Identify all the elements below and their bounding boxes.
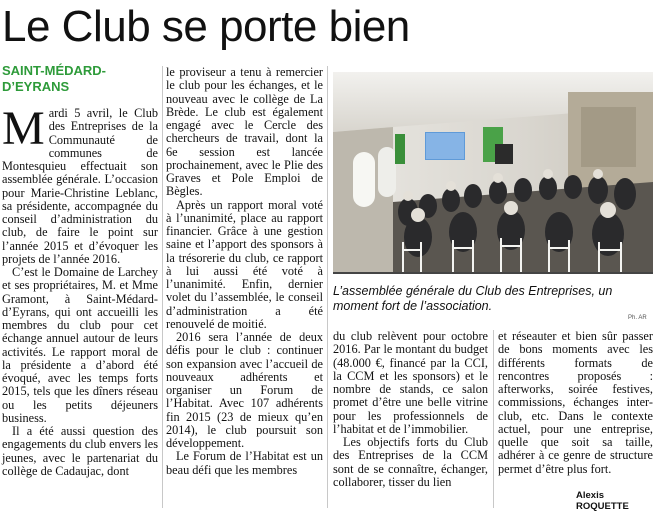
column-divider — [493, 330, 494, 508]
column-divider — [162, 66, 163, 508]
paragraph-6: 2016 sera l’année de deux défis pour le club : continuer son expansion avec l’accueil de nouveaux adhérents et organiser un Forum de l’Habitat. Avec 107 adhérents fin 2015 (23 de mieux qu’en 2014), le club poursuit son développement. — [166, 330, 323, 450]
assembly-photo — [333, 72, 653, 272]
paragraph-4: le proviseur a tenu à remercier le club pour les échanges, et le nouveau avec le collège de La Brède. Le club est également engagé avec le Cercle des chercheurs de travail, dont la 6e session est lancée prochainement, avec le Plie des Graves et Pole Emploi de Bègles. — [166, 65, 323, 199]
paragraph-10: et réseauter et bien sûr passer de bons moments avec les différents formats de rencontres proposés : afterworks, soirée festives, commissions, échanges inter-club, etc. Dans le contexte actuel, pour une entreprise, quelle que soit sa taille, adhérer à ce genre de structure permet d’être plus fort. — [498, 329, 653, 476]
paragraph-3: Il a été aussi question des engagements du club envers les jeunes, avec le partenariat du collège de Cadaujac, dont — [2, 424, 158, 478]
photo-credit: Ph. AR — [628, 315, 647, 321]
article-column-3 — [333, 330, 488, 489]
paragraph-5: Après un rapport moral voté à l’unanimité, place au rapport financier. Grâce à une gestion saine et l’apport des sponsors à la trésorerie du club, ce rapport à lui aussi été voté à l’unanimité. Enfin, dernier volet du l’assemblée, le conseil d’administration a été renouvelé de moitié. — [166, 197, 323, 331]
photo-caption: L’assemblée générale du Club des Entreprises, un moment fort de l’association. — [333, 284, 613, 313]
paragraph-1 — [2, 102, 158, 266]
headline: Le Club se porte bien — [2, 2, 410, 51]
photo-bottom-edge — [333, 272, 653, 274]
paragraph-7: Le Forum de l’Habitat est un beau défi que les membres — [166, 449, 323, 477]
paragraph-2: C’est le Domaine de Larchey et ses propriétaires, M. et Mme Gramont, à Saint-Médard-d’Eyrans, qui ont accueilli les membres du club pour cet échange annuel autour de leurs activités. Le rapport moral de la présidente a d’abord été évoqué, avec les temps forts 2015, tels que les dîners réseau ou les petits déjeuners business. — [2, 265, 158, 425]
paragraph-9: Les objectifs forts du Club des Entreprises de la CCM sont de se connaître, échanger, collaborer, tisser du lien — [333, 435, 488, 489]
article-column-1 — [2, 102, 158, 478]
paragraph-8: du club relèvent pour octobre 2016. Par le montant du budget (48.000 €, financé par la CCI, la CCM et les sponsors) et le nombre de stands, ce salon promet d’être une belle vitrine pour les professionnels de l’habitat et de l’immobilier. — [333, 329, 488, 436]
location-label: SAINT-MÉDARD-D’EYRANS — [2, 63, 106, 94]
article-column-4 — [498, 330, 653, 476]
article-column-2 — [166, 66, 323, 477]
author-byline: Alexis ROQUETTE — [576, 490, 629, 512]
drop-cap: M — [2, 102, 45, 155]
column-divider — [327, 66, 328, 508]
meeting-room-illustration — [333, 72, 653, 272]
paragraph-1-text: ardi 5 avril, le Club des Entreprises de la Communauté de communes de Montesquieu effectuait son assemblée générale. L’occasion pour Marie-Christine Leblanc, sa présidente, accompagnée du conseil d’administration du club, de faire le point sur l’année 2015 et d’évoquer les projets de l’année 2016. — [2, 106, 158, 266]
